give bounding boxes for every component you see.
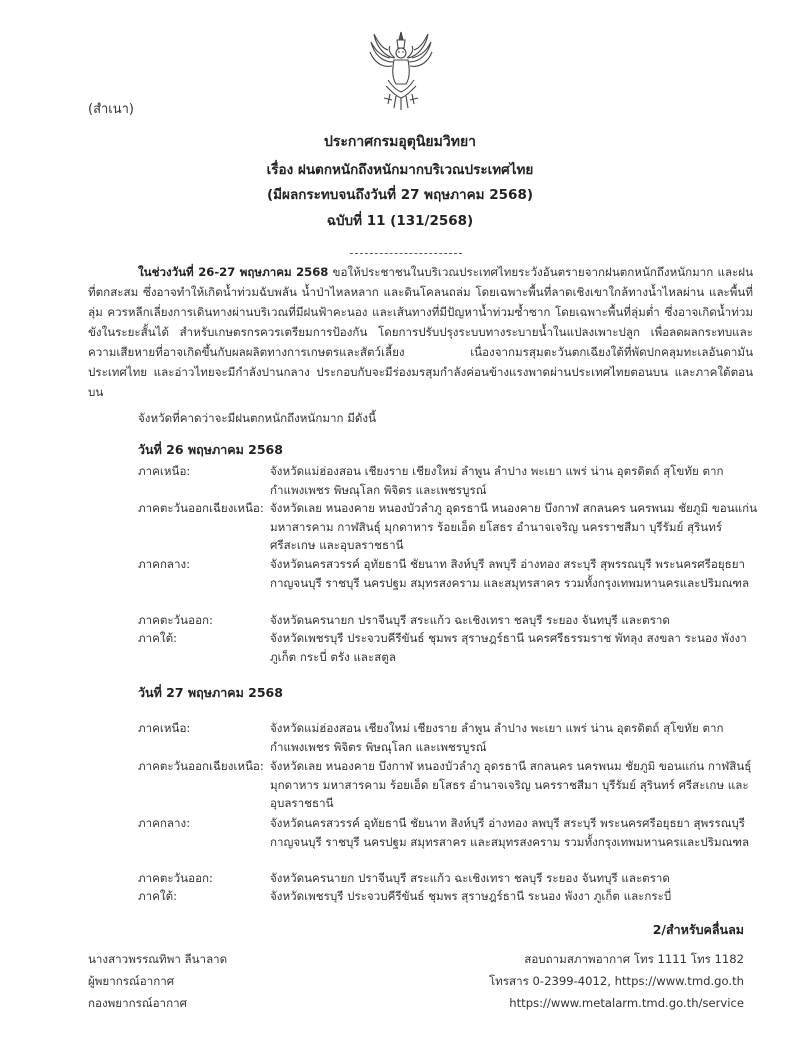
- region-provinces: จังหวัดเลย หนองคาย หนองบัวลำภู อุดรธานี หนองคาย บึงกาฬ สกลนคร นครพนม ชัยภูมิ ขอนแก่น มหาสารคาม กาฬสินธุ์ มุกดาหาร ร้อยเอ็ด ยโสธร อำนาจเจริญ นครราชสีมา บุรีรัมย์ สุรินทร์ ศรีสะเกษ และอุบลราชธานี: [270, 501, 758, 552]
- separator-line: [350, 253, 462, 254]
- continued-next-page: 2/สำหรับคลื่นลม: [652, 922, 744, 937]
- contact-fax-website[interactable]: โทรสาร 0-2399-4012, https://www.tmd.go.th: [488, 974, 744, 988]
- copy-mark: (สำเนา): [88, 102, 135, 117]
- region-provinces: จังหวัดแม่ฮ่องสอน เชียงราย เชียงใหม่ ลำพูน ลำปาง พะเยา แพร่ น่าน อุตรดิตถ์ สุโขทัย ตาก กำแพงเพชร พิษณุโลก พิจิตร และเพชรบูรณ์: [270, 464, 724, 497]
- region-label: ภาคกลาง:: [138, 557, 191, 571]
- region-label: ภาคใต้:: [138, 889, 178, 903]
- region-provinces: จังหวัดเพชรบุรี ประจวบคีรีขันธ์ ชุมพร สุราษฎร์ธานี นครศรีธรรมราช พัทลุง สงขลา ระนอง พังงา ภูเก็ต กระบี่ ตรัง และสตูล: [270, 631, 747, 664]
- region-provinces: จังหวัดนครสวรรค์ อุทัยธานี ชัยนาท สิงห์บุรี ลพบุรี อ่างทอง สระบุรี สุพรรณบุรี พระนครศรีอยุธยา กาญจนบุรี ราชบุรี นครปฐม สมุทรสงคราม และสมุทรสาคร รวมทั้งกรุงเทพมหานครและปริมณฑล: [270, 557, 750, 590]
- region-label: ภาคตะวันออก:: [138, 871, 213, 885]
- signatory-name: นางสาวพรรณทิพา ลีนาลาด: [88, 952, 228, 966]
- region-provinces: จังหวัดเพชรบุรี ประจวบคีรีขันธ์ ชุมพร สุราษฎร์ธานี ระนอง พังงา ภูเก็ต และกระบี่: [270, 889, 672, 903]
- issue-number: ฉบับที่ 11 (131/2568): [326, 213, 474, 229]
- region-label: ภาคตะวันออกเฉียงเหนือ:: [138, 759, 264, 773]
- paragraph-lead: ในช่วงวันที่ 26-27 พฤษภาคม 2568: [138, 265, 329, 279]
- effective-date: (มีผลกระทบจนถึงวันที่ 27 พฤษภาคม 2568): [266, 187, 534, 203]
- region-label: ภาคตะวันออกเฉียงเหนือ:: [138, 501, 264, 515]
- region-label: ภาคเหนือ:: [138, 721, 191, 735]
- region-label: ภาคกลาง:: [138, 816, 191, 830]
- contact-block: [489, 948, 744, 1014]
- region-provinces: จังหวัดเลย หนองคาย บึงกาฬ หนองบัวลำภู อุดรธานี สกลนคร นครพนม ชัยภูมิ ขอนแก่น กาฬสินธุ์ มุกดาหาร มหาสารคาม ร้อยเอ็ด ยโสธร อำนาจเจริญ นครราชสีมา บุรีรัมย์ สุรินทร์ ศรีสะเกษ และอุบลราชธานี: [270, 759, 752, 810]
- provinces-intro: จังหวัดที่คาดว่าจะมีฝนตกหนักถึงหนักมาก มีดังนี้: [138, 411, 376, 425]
- day-heading: วันที่ 26 พฤษภาคม 2568: [138, 442, 283, 457]
- signatory-position: ผู้พยากรณ์อากาศ: [88, 974, 175, 988]
- main-paragraph: [88, 262, 753, 402]
- region-label: ภาคเหนือ:: [138, 464, 191, 478]
- signature-block: [88, 948, 227, 1014]
- region-label: ภาคใต้:: [138, 631, 178, 645]
- signatory-division: กองพยากรณ์อากาศ: [88, 996, 187, 1010]
- day-heading: วันที่ 27 พฤษภาคม 2568: [138, 685, 283, 700]
- region-label: ภาคตะวันออก:: [138, 613, 213, 627]
- garuda-emblem-icon: [366, 28, 436, 116]
- announcement-title: ประกาศกรมอุตุนิยมวิทยา: [323, 134, 477, 150]
- region-provinces: จังหวัดนครนายก ปราจีนบุรี สระแก้ว ฉะเชิงเทรา ชลบุรี ระยอง จันทบุรี และตราด: [270, 613, 670, 627]
- region-provinces: จังหวัดนครนายก ปราจีนบุรี สระแก้ว ฉะเชิงเทรา ชลบุรี ระยอง จันทบุรี และตราด: [270, 871, 670, 885]
- contact-phone: สอบถามสภาพอากาศ โทร 1111 โทร 1182: [524, 952, 744, 966]
- announcement-subject: เรื่อง ฝนตกหนักถึงหนักมากบริเวณประเทศไทย: [266, 162, 534, 178]
- contact-service-link[interactable]: https://www.metalarm.tmd.go.th/service: [509, 996, 744, 1010]
- region-provinces: จังหวัดนครสวรรค์ อุทัยธานี ชัยนาท สิงห์บุรี อ่างทอง ลพบุรี สระบุรี พระนครศรีอยุธยา สุพรรณบุรี กาญจนบุรี ราชบุรี นครปฐม สมุทรสาคร และสมุทรสงคราม รวมทั้งกรุงเทพมหานครและปริมณฑล: [270, 816, 750, 849]
- region-provinces: จังหวัดแม่ฮ่องสอน เชียงใหม่ เชียงราย ลำพูน ลำปาง พะเยา แพร่ น่าน อุตรดิตถ์ สุโขทัย ตาก กำแพงเพชร พิจิตร พิษณุโลก และเพชรบูรณ์: [270, 721, 724, 754]
- paragraph-body: ขอให้ประชาชนในบริเวณประเทศไทยระวังอันตรายจากฝนตกหนักถึงหนักมาก และฝนที่ตกสะสม ซึ่งอาจทำให้เกิดน้ำท่วมฉับพลัน น้ำป่าไหลหลาก และดินโคลนถล่ม โดยเฉพาะพื้นที่ลาดเชิงเขาใกล้ทางน้ำไหลผ่าน และพื้นที่ลุ่ม ควรหลีกเลี่ยงการเดินทางผ่านบริเวณที่มีฝนฟ้าคะนอง และเส้นทางที่มีปัญหาน้ำท่วมซ้ำซาก โดยเฉพาะพื้นที่ลุ่มต่ำ ซึ่งอาจเกิดน้ำท่วมขังในระยะสั้นได้ สำหรับเกษตรกรควรเตรียมการป้องกัน โดยการปรับปรุงระบบทางระบายน้ำในแปลงเพาะปลูก เพื่อลดผลกระทบและความเสียหายที่อาจเกิดขึ้นกับผลผลิตทางการเกษตรและสัตว์เลี้ยง เนื่องจากมรสุมตะวันตกเฉียงใต้ที่พัดปกคลุมทะเลอันดามัน ประเทศไทย และอ่าวไทยจะมีกำลังปานกลาง ประกอบกับจะมีร่องมรสุมกำลังค่อนข้างแรงพาดผ่านประเทศไทยตอนบน และภาคใต้ตอนบน: [88, 265, 753, 399]
